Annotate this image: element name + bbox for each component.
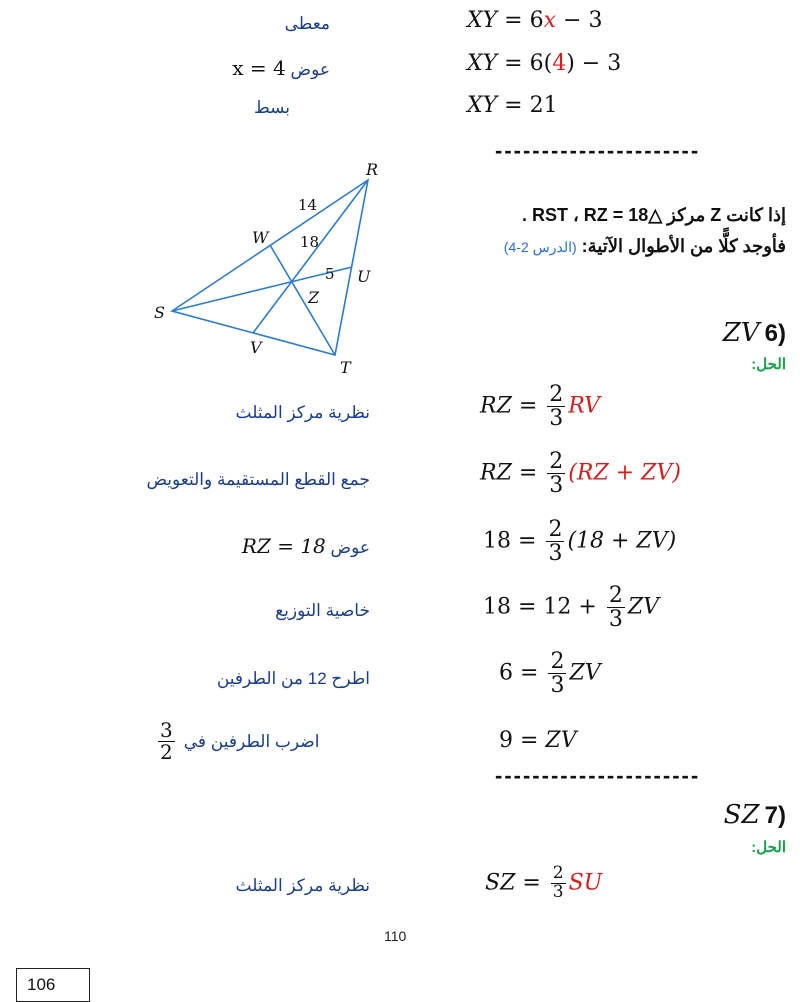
q6-step-2-reason: جمع القطع المستقيمة والتعويض	[146, 470, 370, 489]
label-u: U	[357, 267, 371, 286]
label-w: W	[252, 228, 269, 247]
problem-line-1: إذا كانت Z مركز △RST ، RZ = 18 .	[521, 205, 786, 225]
top-step-2-reason: عوض x = 4	[232, 56, 330, 80]
q6-step-1-reason: نظرية مركز المثلث	[235, 403, 370, 422]
page-number-box: 106	[16, 968, 90, 1002]
problem-line-2: فأوجد كلًّا من الأطوال الآتية: (الدرس 2-4)	[503, 236, 786, 256]
median-tw	[270, 245, 335, 355]
centroid-triangle-figure	[150, 155, 380, 380]
q6-solution-label: الحل:	[751, 356, 786, 373]
center-page-number: 110	[384, 928, 407, 944]
lesson-reference: (الدرس 2-4)	[503, 239, 577, 255]
q6-heading: ZV 6)	[722, 318, 786, 348]
q7-heading: SZ 7)	[723, 800, 786, 830]
q6-step-3-reason: عوض RZ = 18	[241, 534, 370, 558]
top-step-1: XY = 6x − 3	[467, 8, 603, 33]
q6-step-4: 18 = 12 + $\frac{2}{3}$ ZV	[483, 583, 660, 633]
label-t: T	[340, 358, 351, 377]
label-r: R	[366, 160, 379, 179]
label-s: S	[154, 303, 165, 322]
q6-step-4-reason: خاصية التوزيع	[275, 601, 370, 620]
q6-step-5-reason: اطرح 12 من الطرفين	[216, 669, 370, 688]
length-rw: 14	[298, 196, 318, 214]
separator-1: ----------------------	[495, 138, 701, 163]
triangle-rst	[172, 180, 368, 355]
q6-step-6-reason: اضرب الطرفين في $\frac{3}{2}$	[160, 718, 320, 764]
top-step-1-reason: معطى	[284, 14, 330, 33]
q7-step-1: SZ = $\frac{2}{3}$ SU	[485, 863, 603, 902]
q7-solution-label: الحل:	[751, 839, 786, 856]
label-z: Z	[308, 288, 320, 307]
top-step-3: XY = 21	[467, 93, 558, 118]
separator-2: ----------------------	[495, 763, 701, 788]
length-zu: 5	[325, 265, 335, 283]
q6-step-3: 18 = $\frac{2}{3}$ (18 + ZV)	[483, 517, 677, 567]
top-step-3-reason: بسط	[253, 98, 290, 117]
q6-step-6: 9 = ZV	[499, 728, 577, 753]
q6-step-1: RZ = $\frac{2}{3}$ RV	[480, 382, 600, 432]
q6-step-5: 6 = $\frac{2}{3}$ ZV	[499, 649, 601, 699]
label-v: V	[250, 338, 262, 357]
length-rz: 18	[300, 233, 320, 251]
q6-step-2: RZ = $\frac{2}{3}$ (RZ + ZV)	[480, 449, 681, 499]
top-step-2: XY = 6(4) − 3	[467, 51, 622, 76]
q7-step-1-reason: نظرية مركز المثلث	[235, 876, 370, 895]
